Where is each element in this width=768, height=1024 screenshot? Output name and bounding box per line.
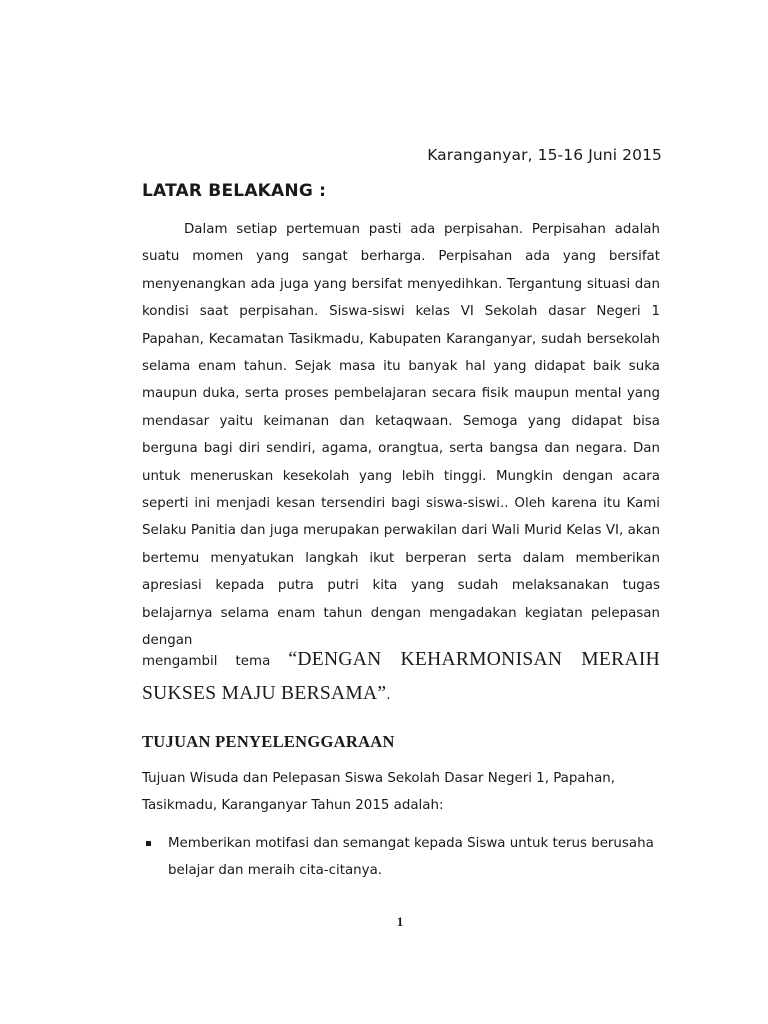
page-number: 1 — [396, 914, 404, 929]
section-intro-paragraph: Tujuan Wisuda dan Pelepasan Siswa Sekolah Dasar Negeri 1, Papahan, Tasikmadu, Karanganyar Tahun 2015 adalah: — [142, 771, 616, 814]
section-heading-latar-belakang: LATAR BELAKANG : — [142, 181, 327, 201]
section-heading-tujuan: TUJUAN PENYELENGGARAAN — [142, 732, 395, 751]
date-line: Karanganyar, 15-16 Juni 2015 — [427, 146, 662, 164]
theme-title: “DENGAN KEHARMONISAN MERAIH SUKSES MAJU BERSAMA” — [142, 649, 660, 704]
bullet-list — [142, 830, 662, 885]
theme-paragraph — [142, 644, 660, 712]
bullet-text: Memberikan motifasi dan semangat kepada Siswa untuk terus berusaha belajar dan meraih cita-citanya. — [168, 836, 654, 879]
list-item — [142, 830, 662, 885]
theme-end-punctuation: . — [386, 688, 391, 703]
square-bullet-icon — [146, 841, 151, 846]
theme-lead-text: mengambil tema — [142, 654, 289, 669]
body-paragraph: Dalam setiap pertemuan pasti ada perpisahan. Perpisahan adalah suatu momen yang sangat berharga. Perpisahan ada yang bersifat menyenangkan ada juga yang bersifat menyedihkan. Tergantung situasi dan kondisi saat perpisahan. Siswa-siswi kelas VI Sekolah dasar Negeri 1 Papahan, Kecamatan Tasikmadu, Kabupaten Karanganyar, sudah bersekolah selama enam tahun. Sejak masa itu banyak hal yang didapat baik suka maupun duka, serta proses pembelajaran secara fisik maupun mental yang mendasar yaitu keimanan dan ketaqwaan. Semoga yang didapat bisa berguna bagi diri sendiri, agama, orangtua, serta bangsa dan negara. Dan untuk meneruskan kesekolah yang lebih tinggi. Mungkin dengan acara seperti ini menjadi kesan tersendiri bagi siswa-siswi.. Oleh karena itu Kami Selaku Panitia dan juga merupakan perwakilan dari Wali Murid Kelas VI, akan bertemu menyatukan langkah ikut berperan serta dalam memberikan apresiasi kepada putra putri kita yang sudah melaksanakan tugas belajarnya selama enam tahun dengan mengadakan kegiatan pelepasan dengan — [142, 222, 660, 649]
